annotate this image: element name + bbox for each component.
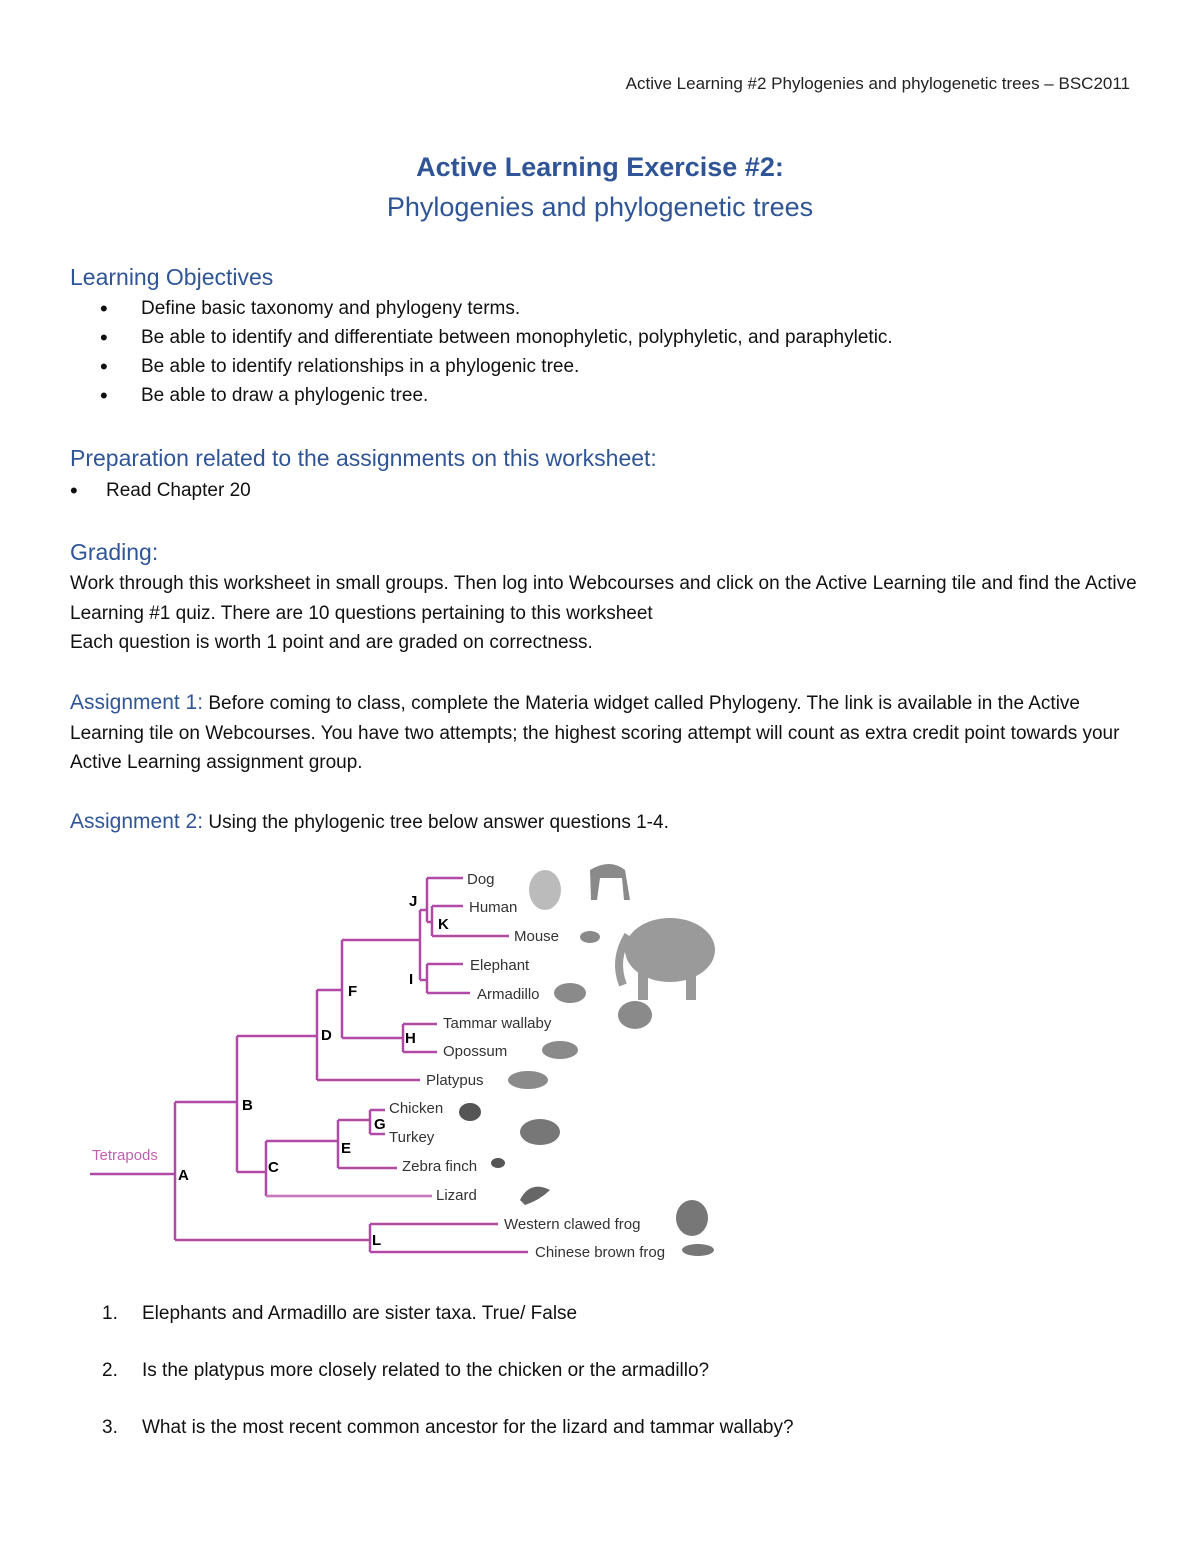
assignment-1 [70, 688, 1140, 778]
objectives-heading: Learning Objectives [70, 264, 274, 290]
node-label: I [409, 971, 414, 988]
taxon-label: Opossum [443, 1043, 508, 1060]
frog-icon [676, 1200, 708, 1236]
taxon-label: Human [469, 899, 518, 916]
node-label: B [242, 1097, 253, 1114]
mouse-icon [580, 931, 600, 943]
node-label: J [409, 893, 418, 910]
taxon-label: Dog [467, 871, 495, 888]
list-item [102, 1360, 709, 1382]
node-label: G [374, 1116, 386, 1133]
assignment-2-text: Using the phylogenic tree below answer questions 1-4. [208, 812, 669, 833]
list-item [102, 1417, 794, 1439]
question-text: What is the most recent common ancestor for the lizard and tammar wallaby? [142, 1417, 794, 1438]
assignment-2 [70, 807, 1140, 838]
question-text: Is the platypus more closely related to the chicken or the armadillo? [142, 1360, 710, 1381]
assignment-1-label: Assignment 1: [70, 691, 204, 714]
taxon-label: Turkey [389, 1129, 435, 1146]
armadillo-icon [554, 983, 586, 1003]
taxon-label: Western clawed frog [504, 1216, 641, 1233]
assignment-2-label: Assignment 2: [70, 810, 204, 833]
question-number: 2. [102, 1360, 118, 1381]
zebra-finch-icon [491, 1158, 505, 1168]
node-label: C [268, 1159, 279, 1176]
wallaby-icon [618, 1001, 652, 1029]
taxon-label: Lizard [436, 1187, 477, 1204]
opossum-icon [542, 1041, 578, 1059]
grading-heading: Grading: [70, 539, 159, 565]
node-label: L [372, 1232, 382, 1249]
phylogenetic-tree [80, 850, 740, 1260]
list-item: • Be able to identify relationships in a phylogenic tree. [100, 352, 893, 381]
list-item: • Be able to draw a phylogenic tree. [100, 381, 893, 410]
node-label: K [438, 916, 449, 933]
human-portrait-icon [529, 870, 561, 910]
frog-icon [682, 1244, 714, 1256]
node-label: E [341, 1140, 352, 1157]
taxon-label: Elephant [470, 957, 530, 974]
turkey-icon [520, 1119, 560, 1145]
chicken-icon [459, 1103, 481, 1121]
taxon-label: Mouse [514, 928, 560, 945]
node-label: D [321, 1027, 332, 1044]
preparation-heading: Preparation related to the assignments on this worksheet: [70, 445, 657, 471]
list-item: • Define basic taxonomy and phylogeny terms. [100, 294, 893, 323]
preparation-list [70, 476, 251, 505]
lizard-icon [520, 1187, 550, 1205]
page-header: Active Learning #2 Phylogenies and phylogenetic trees – BSC2011 [625, 74, 1130, 93]
taxon-label: Platypus [426, 1072, 484, 1089]
root-label: Tetrapods [92, 1147, 158, 1164]
question-number: 3. [102, 1417, 118, 1438]
list-item: • Be able to identify and differentiate between monophyletic, polyphyletic, and paraphyletic. [100, 323, 893, 352]
taxon-label: Chinese brown frog [535, 1244, 666, 1260]
list-item: • Read Chapter 20 [70, 476, 251, 505]
node-label: H [405, 1030, 416, 1047]
grading-text [70, 569, 1140, 658]
list-item [102, 1303, 577, 1325]
question-number: 1. [102, 1303, 118, 1324]
page-subtitle: Phylogenies and phylogenetic trees [386, 192, 814, 222]
node-label: A [178, 1167, 189, 1184]
question-text: Elephants and Armadillo are sister taxa. True/ False [142, 1303, 578, 1324]
grading-text-main: Work through this worksheet in small groups. Then log into Webcourses and click on the Active Learning tile and find the Active Learning #1 quiz. There are 10 questions pertaining to this worksheet [70, 573, 1137, 624]
assignment-1-text: Before coming to class, complete the Materia widget called Phylogeny. The link is available in the Active Learning tile on Webcourses. You have two attempts; the highest scoring attempt will count as extra credit point towards your Active Learning assignment group. [70, 693, 1120, 773]
platypus-icon [508, 1071, 548, 1089]
taxon-label: Chicken [389, 1100, 444, 1117]
taxon-label: Armadillo [477, 986, 540, 1003]
dog-icon [590, 864, 630, 900]
animal-illustrations [459, 864, 715, 1256]
objectives-list [100, 294, 893, 410]
page-title: Active Learning Exercise #2: [416, 152, 784, 182]
taxon-label: Zebra finch [402, 1158, 478, 1175]
taxon-label: Tammar wallaby [443, 1015, 552, 1032]
node-label: F [348, 983, 358, 1000]
grading-text-points: Each question is worth 1 point and are graded on correctness. [70, 632, 593, 653]
